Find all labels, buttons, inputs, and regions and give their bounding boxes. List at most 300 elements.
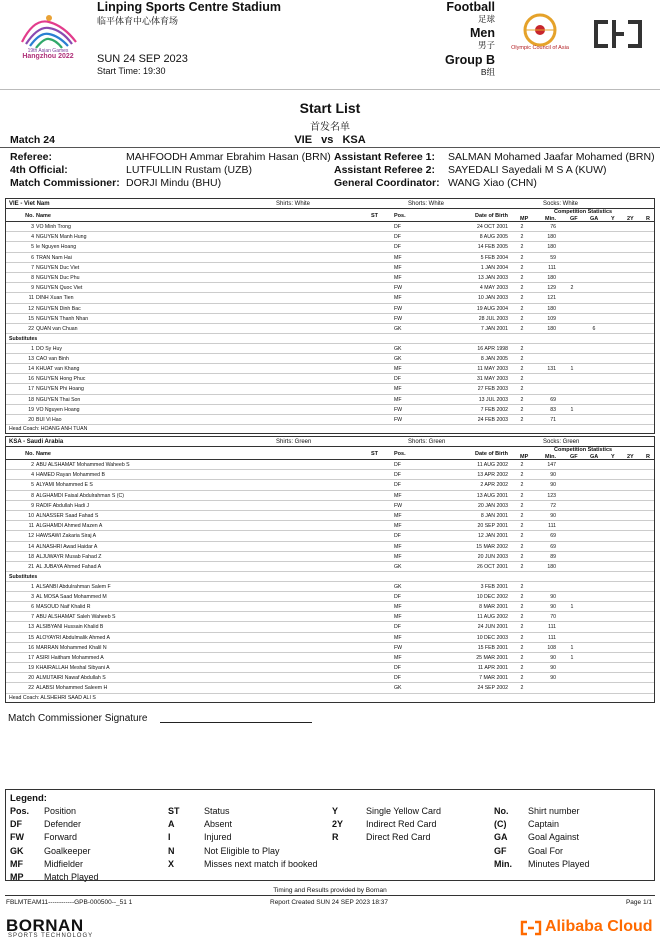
- column-pos: Pos.: [394, 213, 406, 219]
- player-dob: 11 MAY 2003: [477, 365, 508, 372]
- player-mp: 2: [520, 325, 524, 332]
- report-created: Report Created SUN 24 SEP 2023 18:37: [270, 899, 389, 906]
- player-row: [6, 663, 654, 673]
- player-row: [6, 460, 654, 470]
- player-mp: 2: [520, 563, 524, 570]
- fourth-official-value: LUTFULLIN Rustam (UZB): [126, 164, 253, 176]
- column-st: ST: [371, 451, 379, 457]
- player-minutes: 59: [550, 254, 556, 261]
- player-name: ALGHAMDI Ahmed Mazen A: [36, 523, 103, 530]
- player-name: le Nguyen Hoang: [36, 244, 77, 251]
- team-table-ksa: [5, 436, 655, 703]
- legend-key: GA: [494, 832, 508, 843]
- bornan-logo-sub: SPORTS TECHNOLOGY: [8, 933, 94, 939]
- player-dob: 13 AUG 2001: [476, 492, 508, 499]
- player-row: [6, 622, 654, 632]
- player-dob: 20 JUN 2003: [477, 553, 508, 560]
- player-minutes: 90: [550, 482, 556, 489]
- player-position: DF: [394, 482, 401, 489]
- player-row: [6, 253, 654, 263]
- player-row: [6, 273, 654, 283]
- player-minutes: 89: [550, 553, 556, 560]
- player-minutes: 90: [550, 593, 556, 600]
- player-name: NGUYEN Manh Hung: [36, 234, 87, 241]
- legend-value: Forward: [44, 832, 78, 843]
- legend-value: Goal For: [528, 845, 564, 856]
- player-dob: 31 MAY 2003: [477, 376, 508, 383]
- player-mp: 2: [520, 654, 524, 661]
- player-position: DF: [394, 376, 401, 383]
- player-position: MF: [394, 603, 402, 610]
- player-number: 15: [28, 634, 34, 641]
- player-mp: 2: [520, 274, 524, 281]
- player-number: 22: [28, 325, 34, 332]
- player-number: 9: [31, 502, 34, 509]
- player-number: 5: [31, 482, 34, 489]
- player-row: [6, 582, 654, 592]
- player-number: 9: [31, 285, 34, 292]
- legend-key: No.: [494, 806, 509, 816]
- legend-key: DF: [10, 819, 22, 830]
- player-position: GK: [394, 345, 402, 352]
- player-minutes: 70: [550, 614, 556, 621]
- player-mp: 2: [520, 614, 524, 621]
- player-number: 19: [28, 406, 34, 413]
- player-position: MF: [394, 254, 402, 261]
- fourth-official-label: 4th Official:: [10, 164, 68, 176]
- player-number: 1: [31, 345, 34, 352]
- player-name: BUI Vi Hao: [36, 416, 62, 423]
- player-dob: 8 JAN 2005: [480, 355, 508, 362]
- legend-value: Not Eligible to Play: [204, 845, 280, 856]
- player-position: MF: [394, 634, 402, 641]
- player-number: 5: [31, 244, 34, 251]
- player-row: [6, 405, 654, 415]
- column-name: Name: [36, 451, 51, 457]
- player-position: GK: [394, 355, 402, 362]
- player-minutes: 108: [547, 644, 556, 651]
- legend-key: MP: [10, 872, 24, 882]
- player-row: [6, 491, 654, 501]
- player-row: [6, 683, 654, 693]
- player-mp: 2: [520, 644, 524, 651]
- socks-color: Socks: Green: [543, 439, 580, 445]
- legend-key: N: [168, 845, 175, 856]
- team-name: KSA - Saudi Arabia: [9, 439, 64, 445]
- player-minutes: 180: [547, 325, 556, 332]
- player-mp: 2: [520, 254, 524, 261]
- player-name: NGUYEN Thanh Nhan: [36, 315, 89, 322]
- player-position: GK: [394, 583, 402, 590]
- legend-key: Y: [332, 806, 339, 816]
- legend-key: Min.: [494, 858, 512, 869]
- player-position: MF: [394, 654, 402, 661]
- player-minutes: 76: [550, 224, 556, 230]
- column-min: Min.: [545, 454, 556, 460]
- player-number: 4: [31, 234, 34, 241]
- match-number: Match 24: [10, 134, 55, 146]
- player-dob: 7 JAN 2001: [480, 325, 508, 332]
- player-mp: 2: [520, 583, 524, 590]
- column-no: No.: [25, 451, 34, 457]
- player-position: MF: [394, 492, 402, 499]
- player-minutes: 111: [548, 523, 556, 530]
- general-coordinator-label: General Coordinator:: [334, 177, 440, 189]
- player-minutes: 180: [547, 244, 556, 251]
- player-number: 16: [28, 376, 34, 383]
- player-name: HAWSAWI Zakaria Siraj A: [36, 533, 97, 540]
- shorts-color: Shorts: White: [408, 201, 445, 207]
- shirts-color: Shirts: Green: [276, 439, 312, 445]
- player-mp: 2: [520, 492, 524, 499]
- legend-value: Injured: [204, 832, 232, 843]
- alibaba-cloud-icon: [520, 920, 542, 936]
- footer-divider: [5, 895, 655, 896]
- page-title-cn: 首发名单: [310, 122, 350, 133]
- player-row: [6, 592, 654, 602]
- column-stats: Competition Statistics: [554, 209, 613, 215]
- player-number: 15: [28, 315, 34, 322]
- player-dob: 15 MAR 2002: [476, 543, 508, 550]
- player-name: TRAN Nam Hai: [36, 254, 72, 261]
- legend-value: Defender: [44, 819, 82, 830]
- player-minutes: 180: [547, 274, 556, 281]
- player-name: AL JUBAYA Ahmed Fahad A: [36, 563, 102, 570]
- player-minutes: 90: [550, 654, 556, 661]
- player-mp: 2: [520, 234, 524, 241]
- substitutes-label: Substitutes: [6, 334, 654, 344]
- player-mp: 2: [520, 264, 524, 271]
- player-position: DF: [394, 244, 401, 251]
- legend-key: A: [168, 819, 175, 830]
- player-row: [6, 552, 654, 562]
- report-code: FBLMTEAM11------------GPB-000500--_51 1: [6, 899, 133, 906]
- player-number: 3: [31, 593, 34, 600]
- player-mp: 2: [520, 512, 524, 519]
- player-mp: 2: [520, 396, 524, 403]
- player-name: ALNASHRI Awad Haidar A: [36, 543, 98, 550]
- player-row: [6, 304, 654, 314]
- venue-name-cn: 临平体育中心体育场: [97, 16, 179, 26]
- assistant-referee-1-label: Assistant Referee 1:: [334, 151, 435, 163]
- player-dob: 15 FEB 2001: [477, 644, 508, 651]
- player-number: 7: [31, 614, 34, 621]
- player-position: FW: [394, 502, 403, 509]
- player-name: ALGHAMDI Faisal Abdulrahman S (C): [36, 492, 124, 499]
- player-row: [6, 612, 654, 622]
- player-minutes: 83: [550, 406, 556, 413]
- legend-key: I: [168, 832, 171, 843]
- player-position: FW: [394, 416, 403, 423]
- player-position: MF: [394, 614, 402, 621]
- player-position: MF: [394, 512, 402, 519]
- player-number: 12: [28, 533, 34, 540]
- player-dob: 14 FEB 2005: [477, 244, 508, 251]
- player-position: GK: [394, 685, 402, 692]
- player-dob: 20 SEP 2001: [477, 523, 508, 530]
- player-position: FW: [394, 406, 403, 413]
- player-dob: 13 JUL 2003: [478, 396, 508, 403]
- player-position: DF: [394, 593, 401, 600]
- games-logo-city: Hangzhou 2022: [22, 53, 74, 60]
- player-number: 6: [31, 603, 34, 610]
- legend-key: GK: [10, 845, 24, 856]
- legend-value: Captain: [528, 819, 560, 830]
- player-row: [6, 232, 654, 242]
- player-row: [6, 562, 654, 572]
- shorts-color: Shorts: Green: [408, 439, 446, 445]
- player-name: ALJUWAYR Musab Fahad Z: [36, 553, 102, 560]
- legend-box: [5, 789, 655, 881]
- player-mp: 2: [520, 244, 524, 251]
- referee-label: Referee:: [10, 151, 53, 163]
- player-mp: 2: [520, 624, 524, 631]
- player-row: [6, 653, 654, 663]
- legend-key: MF: [10, 858, 23, 869]
- legend-key: (C): [494, 819, 507, 830]
- venue-name: Linping Sports Centre Stadium: [97, 0, 282, 14]
- games-logo-caption: [12, 48, 84, 60]
- player-row: [6, 501, 654, 511]
- player-name: NGUYEN Hong Phuc: [36, 376, 86, 383]
- player-dob: 13 JAN 2003: [478, 274, 508, 281]
- player-name: ALNASSER Saad Fahad S: [36, 512, 99, 519]
- player-dob: 24 SEP 2002: [477, 685, 508, 692]
- player-number: 21: [28, 563, 34, 570]
- player-position: MF: [394, 553, 402, 560]
- legend-value: Match Played: [44, 872, 99, 882]
- column-dob: Date of Birth: [475, 451, 508, 457]
- player-position: DF: [394, 462, 401, 468]
- player-minutes: 69: [550, 396, 556, 403]
- column-header-row: [6, 209, 654, 222]
- legend-value: Position: [44, 806, 77, 816]
- player-position: DF: [394, 533, 401, 540]
- player-position: MF: [394, 365, 402, 372]
- player-row: [6, 602, 654, 612]
- vs-label: vs: [321, 134, 334, 146]
- player-dob: 12 JAN 2001: [478, 533, 508, 540]
- column-name: Name: [36, 213, 51, 219]
- player-position: DF: [394, 665, 401, 672]
- legend-value: Single Yellow Card: [366, 806, 442, 816]
- player-name: NGUYEN Phi Hoang: [36, 386, 84, 393]
- player-minutes: 90: [550, 472, 556, 479]
- legend-key: X: [168, 858, 175, 869]
- player-name: NGUYEN Duc Phu: [36, 274, 80, 281]
- legend-value: Absent: [204, 819, 233, 830]
- player-row: [6, 395, 654, 405]
- player-name: ABU ALSHAMAT Mohammed Waheeb S: [36, 462, 130, 468]
- player-mp: 2: [520, 462, 524, 468]
- column-y2: 2Y: [627, 216, 634, 222]
- player-dob: 10 DEC 2003: [476, 634, 508, 641]
- legend-key: R: [332, 832, 339, 843]
- player-dob: 24 FEB 2003: [477, 416, 508, 423]
- alibaba-cloud-logo: Alibaba Cloud: [545, 918, 653, 935]
- player-number: 8: [31, 492, 34, 499]
- match-teams: [0, 134, 660, 146]
- player-gf: 1: [570, 365, 574, 372]
- assistant-referee-2-value: SAYEDALI Sayedali M S A (KUW): [448, 164, 607, 176]
- player-position: MF: [394, 274, 402, 281]
- group-label: Group B: [445, 53, 495, 67]
- player-dob: 7 FEB 2002: [480, 406, 508, 413]
- column-pos: Pos.: [394, 451, 406, 457]
- player-number: 17: [28, 386, 34, 393]
- timing-credit: Timing and Results provided by Bornan: [273, 887, 387, 894]
- player-name: QUAN van Chuan: [36, 325, 78, 332]
- sport-name-cn: 足球: [477, 14, 495, 24]
- legend-title: Legend:: [10, 793, 47, 804]
- player-row: [6, 542, 654, 552]
- match-date: SUN 24 SEP 2023: [97, 53, 188, 65]
- column-header-row: [6, 447, 654, 460]
- player-row: [6, 673, 654, 683]
- player-position: MF: [394, 295, 402, 302]
- player-name: MARRAN Mohammed Khalil N: [36, 644, 107, 651]
- player-number: 14: [28, 543, 34, 550]
- player-mp: 2: [520, 553, 524, 560]
- player-position: DF: [394, 234, 401, 241]
- player-dob: 19 AUG 2004: [476, 305, 508, 312]
- player-mp: 2: [520, 533, 524, 540]
- player-name: VO Nguyen Hoang: [36, 406, 80, 413]
- match-commissioner-label: Match Commissioner:: [10, 177, 120, 189]
- player-position: MF: [394, 264, 402, 271]
- player-mp: 2: [520, 543, 524, 550]
- head-coach: Head Coach: ALSHEHRI SAAD ALI S: [9, 694, 96, 701]
- player-mp: 2: [520, 376, 524, 383]
- player-position: DF: [394, 472, 401, 479]
- player-number: 13: [28, 624, 34, 631]
- group-label-cn: B组: [480, 67, 495, 77]
- player-name: CAO van Binh: [36, 355, 69, 362]
- player-row: [6, 511, 654, 521]
- legend-key: GF: [494, 845, 507, 856]
- player-number: 3: [31, 224, 34, 230]
- player-row: [6, 633, 654, 643]
- player-name: ALABSI Mohammed Saleem H: [36, 685, 108, 692]
- player-name: RADIF Abdullah Hadi J: [36, 502, 90, 509]
- player-dob: 24 OCT 2001: [476, 224, 508, 230]
- player-name: ABU ALSHAMAT Saleh Waheeb S: [36, 614, 116, 621]
- gender-label-cn: 男子: [477, 40, 495, 50]
- referee-value: MAHFOODH Ammar Ebrahim Hasan (BRN): [126, 151, 331, 163]
- player-minutes: 147: [547, 462, 556, 468]
- player-minutes: 123: [547, 492, 556, 499]
- player-position: DF: [394, 675, 401, 682]
- player-dob: 4 MAY 2003: [479, 285, 508, 292]
- legend-key: ST: [168, 806, 180, 816]
- player-name: AL MOSA Saad Mohammed M: [36, 593, 107, 600]
- player-dob: 1 JAN 2004: [480, 264, 508, 271]
- player-position: DF: [394, 224, 401, 230]
- player-row: [6, 242, 654, 252]
- player-minutes: 90: [550, 512, 556, 519]
- player-dob: 11 AUG 2002: [477, 462, 508, 468]
- player-number: 11: [28, 523, 34, 530]
- player-number: 6: [31, 254, 34, 261]
- player-mp: 2: [520, 675, 524, 682]
- player-mp: 2: [520, 502, 524, 509]
- signature-line: [160, 722, 312, 723]
- signature-label: Match Commissioner Signature: [8, 713, 148, 724]
- player-name: NGUYEN Thai Son: [36, 396, 81, 403]
- substitutes-label: Substitutes: [6, 572, 654, 582]
- player-name: MASOUD Naif Khalid R: [36, 603, 91, 610]
- player-minutes: 129: [547, 285, 556, 292]
- column-mp: MP: [520, 216, 529, 222]
- player-row: [6, 314, 654, 324]
- football-pictogram-icon: [588, 14, 648, 54]
- player-row: [6, 263, 654, 273]
- team-table-vie: [5, 198, 655, 434]
- player-dob: 10 DEC 2002: [476, 593, 508, 600]
- player-dob: 3 FEB 2001: [480, 583, 508, 590]
- player-dob: 27 FEB 2003: [477, 386, 508, 393]
- player-number: 2: [31, 462, 34, 468]
- player-name: ALSIBYANI Hussain Khalid B: [36, 624, 104, 631]
- player-mp: 2: [520, 665, 524, 672]
- legend-value: Misses next match if booked: [204, 858, 318, 869]
- page-title: Start List: [299, 100, 361, 116]
- player-name: DINH Xuan Tien: [36, 295, 74, 302]
- legend-value: Shirt number: [528, 806, 580, 816]
- team-name: VIE - Viet Nam: [9, 201, 50, 207]
- legend-key: FW: [10, 832, 24, 843]
- legend-value: Goalkeeper: [44, 845, 91, 856]
- player-minutes: 180: [547, 234, 556, 241]
- player-minutes: 69: [550, 533, 556, 540]
- player-row: [6, 521, 654, 531]
- player-dob: 2 APR 2002: [480, 482, 508, 489]
- player-number: 14: [28, 365, 34, 372]
- player-mp: 2: [520, 593, 524, 600]
- legend-value: Midfielder: [44, 858, 84, 869]
- player-dob: 13 APR 2002: [477, 472, 508, 479]
- legend-value: Direct Red Card: [366, 832, 431, 843]
- player-row: [6, 293, 654, 303]
- player-row: [6, 643, 654, 653]
- player-row: [6, 470, 654, 480]
- player-mp: 2: [520, 224, 524, 230]
- player-name: KHUAT van Khang: [36, 365, 80, 372]
- player-dob: 5 FEB 2004: [480, 254, 508, 261]
- player-position: FW: [394, 285, 403, 292]
- player-dob: 20 JAN 2003: [478, 502, 508, 509]
- player-number: 12: [28, 305, 34, 312]
- player-dob: 26 OCT 2001: [476, 563, 508, 570]
- player-mp: 2: [520, 365, 524, 372]
- player-position: MF: [394, 523, 402, 530]
- legend-value: Status: [204, 806, 230, 816]
- player-mp: 2: [520, 406, 524, 413]
- player-name: NGUYEN Dinh Bac: [36, 305, 81, 312]
- player-number: 8: [31, 274, 34, 281]
- player-row: [6, 415, 654, 425]
- column-min: Min.: [545, 216, 556, 222]
- player-position: GK: [394, 325, 402, 332]
- column-ga: GA: [590, 216, 599, 222]
- player-mp: 2: [520, 386, 524, 393]
- player-row: [6, 222, 654, 232]
- legend-value: Minutes Played: [528, 858, 590, 869]
- bornan-logo: BORNAN: [6, 916, 84, 935]
- assistant-referee-1-value: SALMAN Mohamed Jaafar Mohamed (BRN): [448, 151, 655, 163]
- player-mp: 2: [520, 523, 524, 530]
- player-mp: 2: [520, 285, 524, 292]
